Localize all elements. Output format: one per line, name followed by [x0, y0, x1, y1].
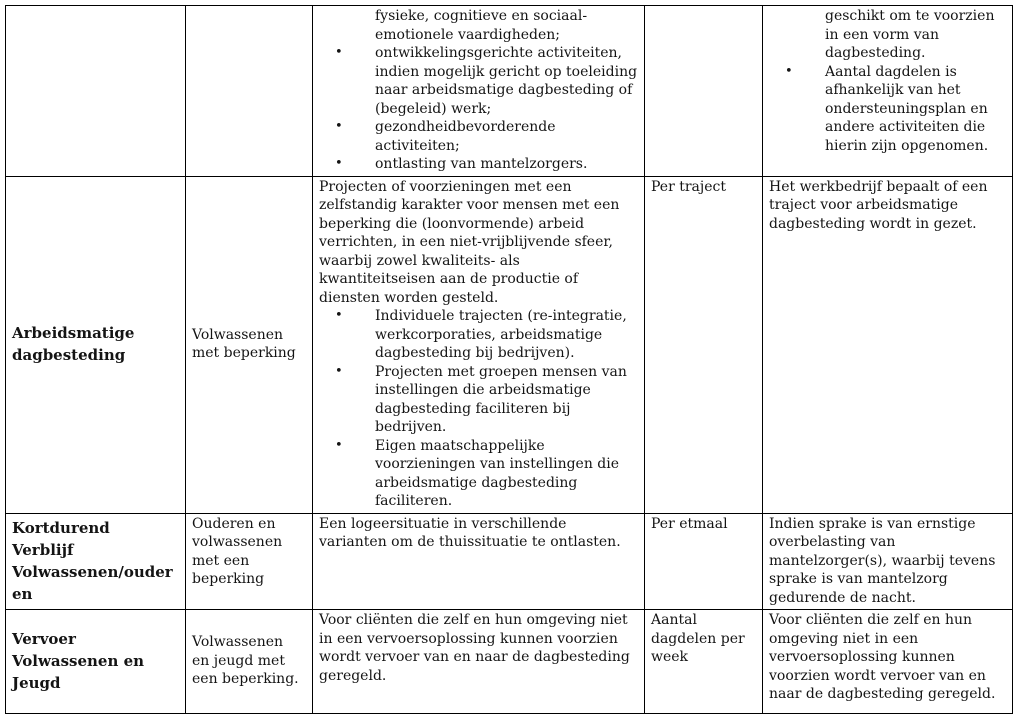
description-paragraph: Een logeersituatie in verschillende varianten om de thuissituatie te ontlasten. — [319, 515, 621, 550]
target-group-text: Volwassenen met beperking — [192, 326, 296, 361]
unit-text: Per etmaal — [651, 515, 728, 532]
target-group-cell — [186, 6, 313, 177]
description-cell — [313, 513, 645, 610]
service-cell — [6, 513, 186, 610]
bullet-item — [319, 155, 638, 174]
service-cell — [6, 176, 186, 513]
service-name: Kortdurend Verblijf Volwassenen/ouderen — [12, 518, 173, 603]
bullet-icon: • — [335, 437, 343, 453]
service-name: Vervoer Volwassenen en Jeugd — [12, 630, 145, 692]
unit-text: Per traject — [651, 178, 726, 195]
table-row — [6, 513, 1013, 610]
bullet-item — [319, 363, 638, 437]
description-paragraph: Voor cliënten die zelf en hun omgeving niet in een vervoersoplossing kunnen voorzien wordt vervoer van en naar de dagbesteding geregeld. — [319, 612, 630, 684]
bullet-icon: • — [335, 119, 343, 134]
unit-cell — [645, 610, 763, 714]
continuation-text: fysieke, cognitieve en sociaal-emotionele vaardigheden; — [375, 8, 588, 43]
target-group-cell — [186, 513, 313, 610]
services-table — [5, 5, 1013, 714]
bullet-item — [319, 44, 638, 118]
bullet-icon: • — [335, 156, 343, 171]
service-cell — [6, 610, 186, 714]
bullet-text: gezondheidbevorderende activiteiten; — [375, 119, 556, 154]
remarks-paragraph: Indien sprake is van ernstige overbelasting van mantelzorger(s), waarbij tevens sprake is van mantelzorg gedurende de nacht. — [769, 515, 996, 606]
bullet-item — [319, 307, 638, 363]
target-group-cell — [186, 176, 313, 513]
bullet-text: ontwikkelingsgerichte activiteiten, indien mogelijk gericht op toeleiding naar arbeidsmatige dagbesteding of (begeleid) werk; — [375, 45, 638, 117]
target-group-text: Volwassenen en jeugd met een beperking. — [192, 634, 299, 688]
remarks-paragraph: Het werkbedrijf bepaalt of een traject voor arbeidsmatige dagbesteding wordt in gezet. — [769, 178, 988, 232]
bullet-text: Aantal dagdelen is afhankelijk van het ondersteuningsplan en andere activiteiten die hierin zijn opgenomen. — [825, 63, 989, 154]
description-cell — [313, 6, 645, 177]
target-group-text: Ouderen en volwassenen met een beperking — [192, 515, 283, 587]
description-paragraph: Projecten of voorzieningen met een zelfstandig karakter voor mensen met een beperking die (loonvormende) arbeid verrichten, in een niet-vrijblijvende sfeer, waarbij zowel kwaliteits- als kwantiteitseisen aan de productie of diensten worden gesteld. — [319, 178, 620, 306]
unit-cell — [645, 176, 763, 513]
bullet-item — [319, 118, 638, 155]
remarks-cell — [763, 513, 1013, 610]
unit-cell — [645, 513, 763, 610]
bullet-text: ontlasting van mantelzorgers. — [375, 156, 588, 172]
target-group-cell — [186, 610, 313, 714]
remarks-cell — [763, 176, 1013, 513]
bullet-icon: • — [335, 308, 343, 323]
bullet-item — [319, 437, 638, 511]
description-cell — [313, 176, 645, 513]
bullet-icon: • — [785, 63, 793, 79]
bullet-text: Projecten met groepen mensen van instellingen die arbeidsmatige dagbesteding faciliteren bij bedrijven. — [375, 363, 627, 435]
bullet-icon: • — [335, 45, 343, 60]
remarks-paragraph: Voor cliënten die zelf en hun omgeving niet in een vervoersoplossing kunnen voorzien wordt vervoer van en naar de dagbesteding geregeld. — [769, 612, 996, 702]
table-row — [6, 176, 1013, 513]
unit-text: Aantal dagdelen per week — [651, 612, 745, 665]
bullet-text: Eigen maatschappelijke voorzieningen van instellingen die arbeidsmatige dagbesteding faciliteren. — [375, 437, 620, 509]
service-name: Arbeidsmatige dagbesteding — [12, 324, 135, 364]
service-cell — [6, 6, 186, 177]
unit-cell — [645, 6, 763, 177]
bullet-text: Individuele trajecten (re-integratie, werkcorporaties, arbeidsmatige dagbesteding bij bedrijven). — [375, 308, 627, 361]
remarks-cell — [763, 610, 1013, 714]
bullet-item — [769, 63, 1006, 156]
remarks-cell — [763, 6, 1013, 177]
table-row — [6, 610, 1013, 714]
bullet-icon: • — [335, 363, 343, 379]
continuation-text: geschikt om te voorzien in een vorm van dagbesteding. — [825, 8, 995, 61]
table-row — [6, 6, 1013, 177]
description-cell — [313, 610, 645, 714]
